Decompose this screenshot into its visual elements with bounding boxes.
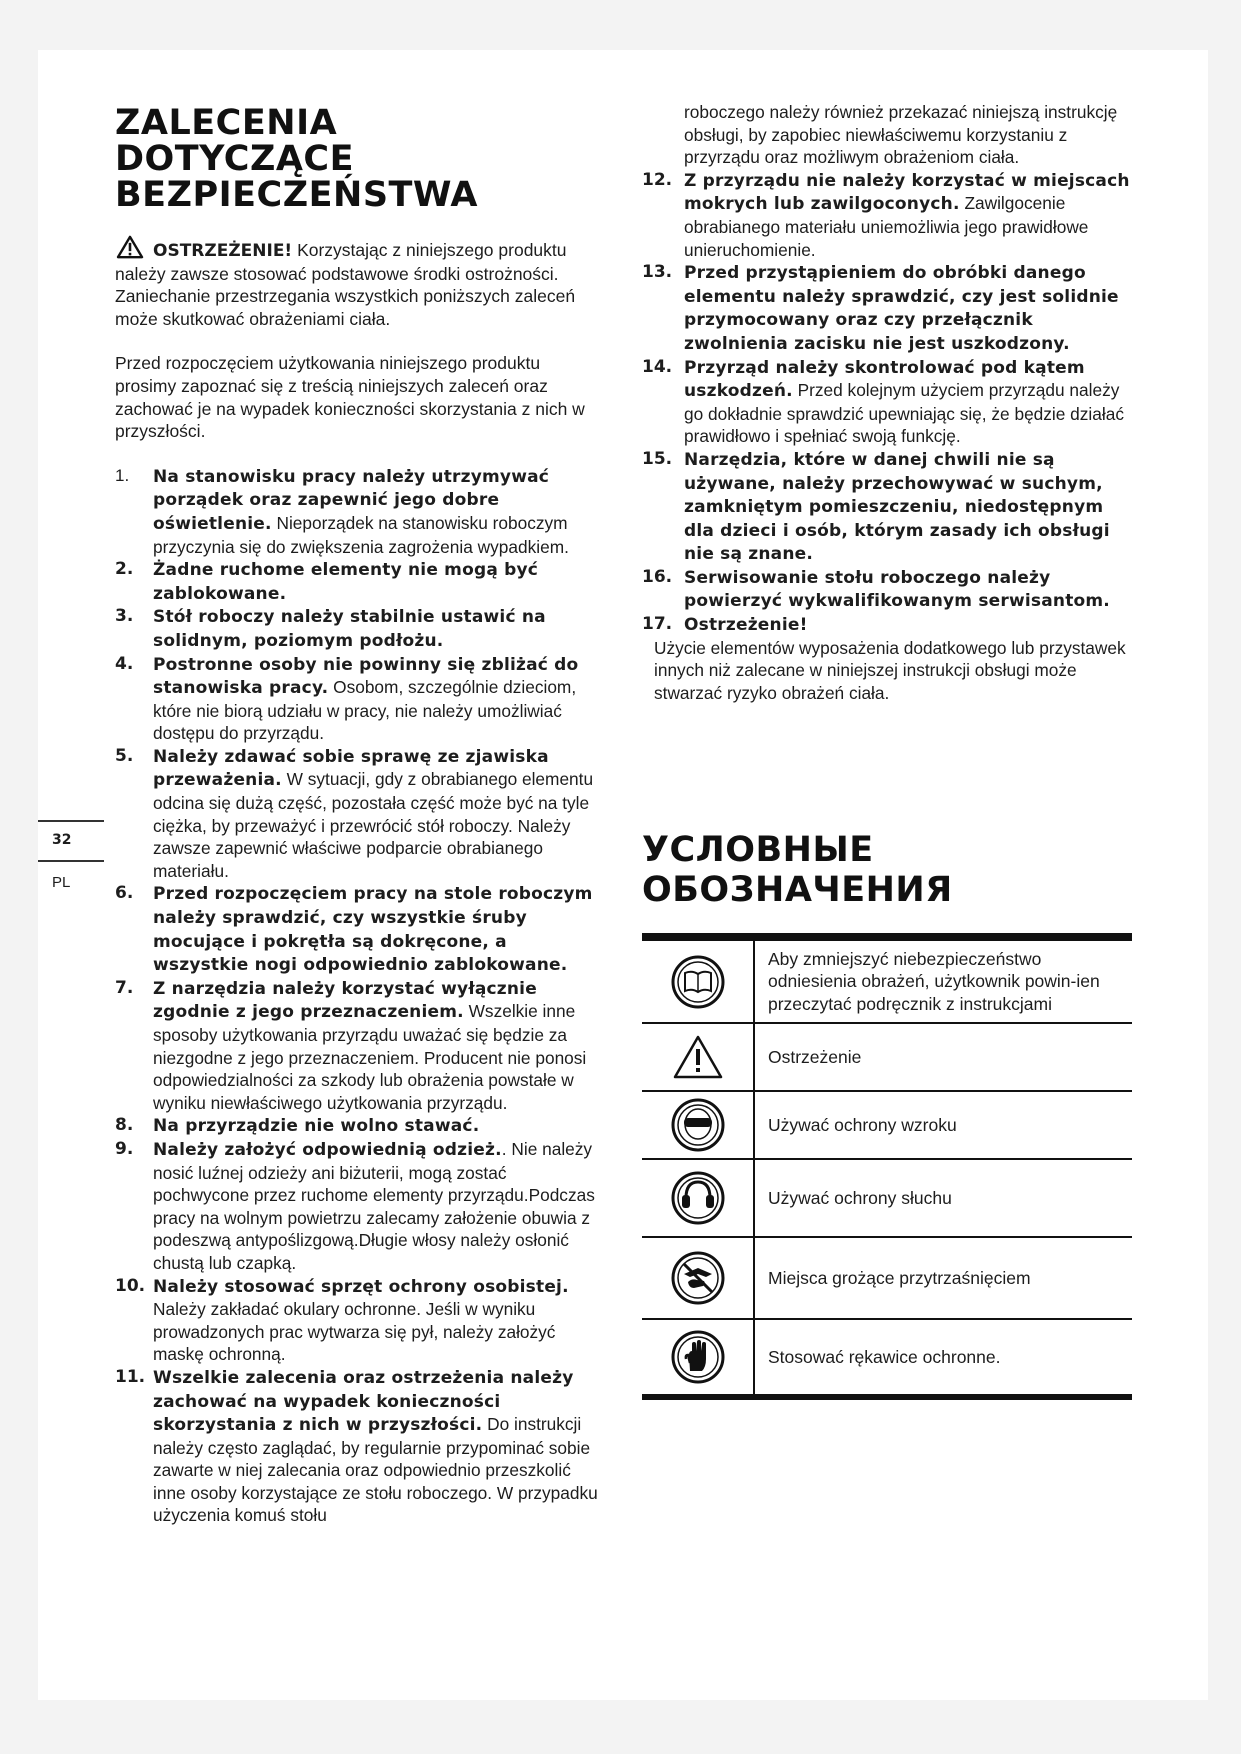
- symbols-heading-block: [642, 830, 1132, 910]
- item-number: 15.: [642, 448, 673, 469]
- item-heading: Z narzędzia należy korzystać wyłącznie zgodnie z jego przeznaczeniem.: [153, 978, 537, 1023]
- item-heading: Na stanowisku pracy należy utrzymywać porządek oraz zapewnić jego dobre oświetlenie.: [153, 466, 550, 534]
- safety-item: [115, 882, 605, 976]
- ear-protection-icon: [670, 1170, 726, 1226]
- warning-paragraph: [115, 235, 605, 330]
- symbol-text: Miejsca grożące przytrzaśnięciem: [768, 1267, 1031, 1288]
- item-17-body: Użycie elementów wyposażenia dodatkowego lub przystawek innych niż zalecane w niniejszej instrukcji obsługi może stwarzać ryzyko obrażeń ciała.: [654, 637, 1126, 703]
- item-number: 14.: [642, 356, 673, 377]
- safety-item: [642, 566, 1132, 613]
- safety-item: [115, 745, 605, 883]
- intro: [115, 235, 605, 443]
- heading-line: BEZPIECZEŃSTWA: [115, 175, 479, 215]
- item-number: 1.: [115, 465, 130, 485]
- icon-cell: [642, 941, 755, 1022]
- item-17-text: [642, 637, 1132, 705]
- item-heading: Przyrząd należy skontrolować pod kątem uszkodzeń.: [684, 357, 1085, 402]
- gloves-icon: [670, 1329, 726, 1385]
- page-number: 32: [52, 832, 72, 848]
- safety-item: [115, 465, 605, 558]
- divider: [38, 860, 104, 862]
- item-text: Nieporządek na stanowisku roboczym przyczynia się do zwiększenia zagrożenia wypadkiem.: [153, 512, 569, 557]
- item-text: Zawilgocenie obrabianego materiału uniemożliwia jego prawidłowe unieruchomienie.: [684, 193, 1089, 260]
- page-sidebar: [38, 820, 104, 891]
- item-heading: Żadne ruchome elementy nie mogą być zablokowane.: [153, 560, 539, 604]
- right-column: [642, 102, 1132, 704]
- icon-cell: [642, 1238, 755, 1318]
- item-number: 7.: [115, 977, 134, 998]
- safety-item: [115, 653, 605, 745]
- symbol-row: [642, 1022, 1132, 1090]
- item-heading: Na przyrządzie nie wolno stawać.: [153, 1116, 480, 1137]
- item-text: Wszelkie inne sposoby użytkowania przyrządu uważać się będzie za niezgodne z jego przeznaczeniem. Producent nie ponosi odpowiedzialności za szkody lub obrażenia powstałe w wyniku niewłaściwego użytkowania przyrządu.: [153, 1001, 587, 1113]
- item-number: 8.: [115, 1115, 134, 1136]
- intro-paragraph: Przed rozpoczęciem użytkowania niniejszego produktu prosimy zapoznać się z treścią niniejszych zaleceń oraz zachować je na wypadek konieczności skorzystania z nich w przyszłości.: [115, 353, 585, 442]
- safety-item: [642, 448, 1132, 566]
- symbol-text: Ostrzeżenie: [768, 1046, 862, 1067]
- divider: [38, 820, 104, 822]
- item-number: 5.: [115, 745, 134, 766]
- symbols-heading: [642, 830, 1132, 910]
- safety-item: [642, 169, 1132, 261]
- warning-text: Korzystając z niniejszego produktu należy zawsze stosować podstawowe środki ostrożności. Zaniechanie przestrzegania wszystkich poniższych zaleceń może skutkować obrażeniami ciała.: [115, 240, 576, 329]
- symbols-table: [642, 933, 1132, 1400]
- left-column: [115, 105, 605, 1527]
- safety-list-left: [115, 465, 605, 1527]
- safety-item: [642, 613, 1132, 637]
- symbol-row: [642, 941, 1132, 1022]
- heading-line: ZALECENIA: [115, 103, 338, 143]
- item-number: 13.: [642, 262, 673, 283]
- symbol-row: [642, 1318, 1132, 1394]
- item-number: 6.: [115, 883, 134, 904]
- book-icon: [670, 954, 726, 1010]
- item-text: Do instrukcji należy często zaglądać, by regularnie przypominać sobie zawarte w niej zalecania oraz odpowiednio przeszkolić inne osoby korzystające ze stołu roboczego. W przypadku użyczenia komuś stołu: [153, 1414, 598, 1526]
- heading-line: ОБОЗНАЧЕНИЯ: [642, 870, 953, 910]
- safety-item: [642, 261, 1132, 355]
- safety-item: [115, 558, 605, 605]
- safety-item: [115, 1366, 605, 1527]
- icon-cell: [642, 1320, 755, 1394]
- symbol-row: [642, 1236, 1132, 1318]
- item-text: Osobom, szczególnie dzieciom, które nie biorą udziału w pracy, nie należy umożliwiać dostępu do przyrządu.: [153, 677, 577, 744]
- icon-cell: [642, 1160, 755, 1236]
- item-text: W sytuacji, gdy z obrabianego elementu odcina się dużą część, pozostała część może być na tyle ciężka, by przeważyć i przewrócić stół roboczy. Należy zawsze zapewnić właściwe podparcie obrabianego materiału.: [153, 769, 594, 881]
- item-heading: Należy stosować sprzęt ochrony osobistej.: [153, 1276, 569, 1297]
- warning-triangle-icon: [672, 1034, 724, 1080]
- symbol-text: Używać ochrony słuchu: [768, 1187, 952, 1208]
- item-heading: Należy zdawać sobie sprawę ze zjawiska przeważenia.: [153, 746, 549, 791]
- item-number: 16.: [642, 566, 673, 587]
- item-number: 2.: [115, 559, 134, 580]
- icon-cell: [642, 1092, 755, 1158]
- item-heading: Postronne osoby nie powinny się zbliżać do stanowiska pracy.: [153, 654, 579, 699]
- safety-item: [115, 977, 605, 1115]
- item-heading: Przed rozpoczęciem pracy na stole roboczym należy sprawdzić, czy wszystkie śruby mocujące i pokrętła są dokręcone, a wszystkie nogi odpowiednio zablokowane.: [153, 884, 593, 976]
- eye-protection-icon: [670, 1097, 726, 1153]
- symbol-text: Aby zmniejszyć niebezpieczeństwo odniesienia obrażeń, użytkownik powin-ien przeczytać podręcznik z instrukcjami: [768, 948, 1100, 1014]
- safety-item: [115, 1138, 605, 1275]
- safety-list-right: [642, 169, 1132, 637]
- item-number: 11.: [115, 1366, 146, 1387]
- safety-item: [115, 1275, 605, 1366]
- item-heading: Z przyrządu nie należy korzystać w miejscach mokrych lub zawilgoconych.: [684, 170, 1130, 215]
- warning-triangle-icon: [115, 235, 145, 259]
- warning-label: OSTRZEŻENIE!: [153, 241, 293, 261]
- item-number: 3.: [115, 606, 134, 627]
- safety-item: [115, 605, 605, 652]
- item-heading: Narzędzia, które w danej chwili nie są używane, należy przechowywać w suchym, zamkniętym pomieszczeniu, niedostępnym dla dzieci i osób, którym zasady ich obsługi nie są znane.: [684, 449, 1110, 565]
- safety-item: [115, 1114, 605, 1138]
- item-text: Należy zakładać okulary ochronne. Jeśli w wyniku prowadzonych prac wytwarza się pył, należy założyć maskę ochronną.: [153, 1299, 556, 1365]
- item-text: . Nie należy nosić luźnej odzieży ani biżuterii, mogą zostać pochwycone przez ruchome elementy przyrządu.Podczas pracy na wolnym powietrzu zalecamy założenie obuwia z podeszwą antypoślizgową.Długie włosy należy osłonić chustą lub czapką.: [153, 1138, 595, 1273]
- item-number: 10.: [115, 1275, 146, 1296]
- heading-line: УСЛОВНЫЕ: [642, 830, 874, 870]
- item-heading: Przed przystąpieniem do obróbki danego elementu należy sprawdzić, czy jest solidnie przymocowany oraz czy przełącznik zwolnienia zacisku nie jest uszkodzony.: [684, 263, 1119, 354]
- language-code: PL: [52, 874, 71, 891]
- item-heading: Należy założyć odpowiednią odzież.: [153, 1139, 502, 1160]
- heading-line: DOTYCZĄCE: [115, 139, 355, 179]
- item-number: 9.: [115, 1138, 134, 1159]
- symbol-row: [642, 1090, 1132, 1158]
- item-11-continued: roboczego należy również przekazać niniejszą instrukcję obsługi, by zapobiec niewłaściwemu korzystaniu z przyrządu oraz możliwym obrażeniom ciała.: [684, 102, 1118, 168]
- safety-heading: [115, 105, 605, 213]
- symbol-text: Stosować rękawice ochronne.: [768, 1346, 1001, 1367]
- item-heading: Serwisowanie stołu roboczego należy powierzyć wykwalifikowanym serwisantom.: [684, 567, 1110, 612]
- item-number: 12.: [642, 169, 673, 190]
- icon-cell: [642, 1024, 755, 1090]
- item-heading: Wszelkie zalecenia oraz ostrzeżenia należy zachować na wypadek konieczności skorzystania z nich w przyszłości.: [153, 1367, 574, 1436]
- item-number: 17.: [642, 614, 673, 635]
- symbol-text: Używać ochrony wzroku: [768, 1114, 957, 1135]
- symbol-row: [642, 1158, 1132, 1236]
- item-text: Przed kolejnym użyciem przyrządu należy go dokładnie sprawdzić upewniając się, że będzie działać prawidłowo i spełniać swoją funkcję.: [684, 380, 1124, 447]
- item-number: 4.: [115, 653, 134, 674]
- item-heading: Stół roboczy należy stabilnie ustawić na solidnym, poziomym podłożu.: [153, 607, 546, 651]
- item-heading: Ostrzeżenie!: [684, 615, 808, 636]
- safety-item: [642, 356, 1132, 448]
- pinch-hazard-icon: [670, 1250, 726, 1306]
